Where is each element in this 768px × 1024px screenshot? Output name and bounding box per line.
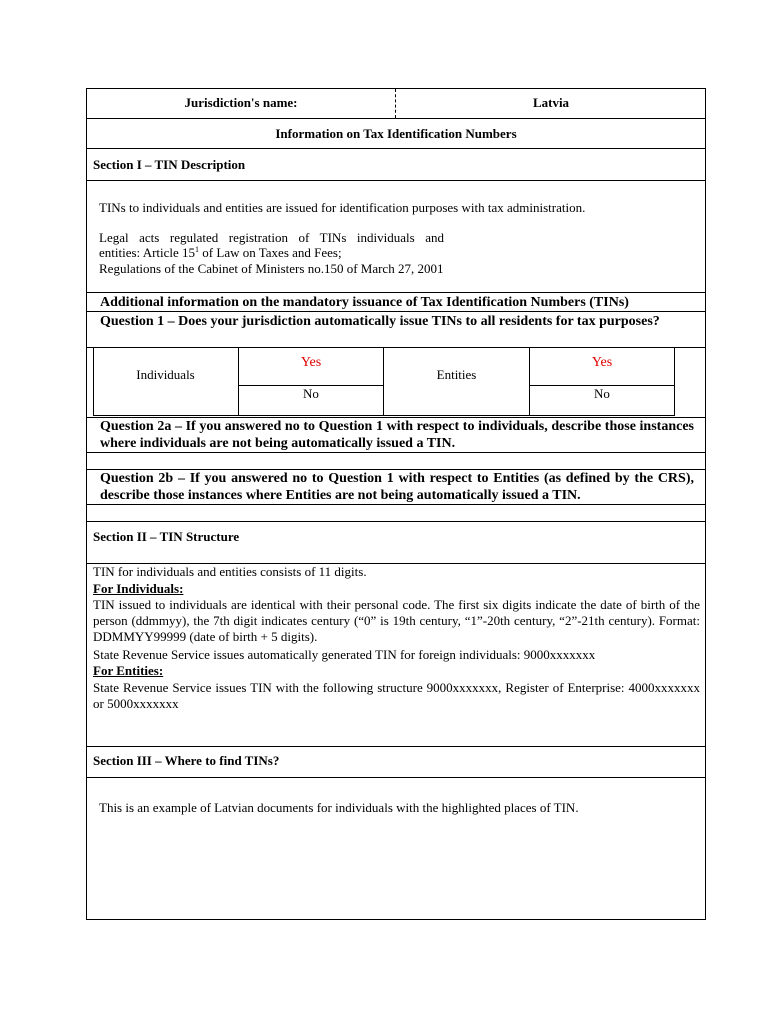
legal-line2-sup: 1 <box>195 245 200 254</box>
foreign-individuals-line: State Revenue Service issues automatically generated TIN for foreign individuals: 9000xxxxxxx <box>93 647 596 662</box>
form-title: Information on Tax Identification Numbers <box>275 126 517 141</box>
divider <box>86 180 706 181</box>
legal-line1: Legal acts regulated registration of TINs individuals and <box>99 230 444 245</box>
divider <box>86 452 706 453</box>
divider <box>86 521 706 522</box>
individuals-yes: Yes <box>300 355 322 370</box>
divider <box>86 777 706 778</box>
section3-text: This is an example of Latvian documents for individuals with the highlighted places of TIN. <box>99 800 579 815</box>
for-individuals-heading: For Individuals: <box>93 581 184 596</box>
entities-yes: Yes <box>591 355 613 370</box>
divider <box>86 746 706 747</box>
legal-line2 <box>99 245 342 261</box>
individuals-tin-text: TIN issued to individuals are identical with their personal code. The first six digits indicate the date of birth of the person (ddmmyy), the 7th digit indicates century (“0” is 19th century, “1”-20th century, “2”-21th century). Format: DDMMYY99999 (date of birth + 5 digits). <box>93 597 700 644</box>
divider <box>86 118 706 119</box>
question-1: Question 1 – Does your jurisdiction automatically issue TINs to all residents for tax purposes? <box>100 314 660 329</box>
section3-heading: Section III – Where to find TINs? <box>93 753 280 768</box>
divider <box>86 148 706 149</box>
divider <box>86 504 706 505</box>
divider <box>86 292 706 293</box>
divider <box>86 311 706 312</box>
individuals-label: Individuals <box>136 367 195 382</box>
section1-para1: TINs to individuals and entities are issued for identification purposes with tax administration. <box>99 200 586 215</box>
question-2b: Question 2b – If you answered no to Question 1 with respect to Entities (as defined by the CRS), describe those instances where Entities are not being automatically issued a TIN. <box>100 471 694 503</box>
jurisdiction-value: Latvia <box>532 95 570 110</box>
section2-heading: Section II – TIN Structure <box>93 529 240 544</box>
question-2a: Question 2a – If you answered no to Question 1 with respect to individuals, describe those instances where individuals are not being automatically issued a TIN. <box>100 419 694 451</box>
section1-heading: Section I – TIN Description <box>93 157 246 172</box>
legal-line2-b: of Law on Taxes and Fees; <box>199 245 342 260</box>
entities-label: Entities <box>436 367 477 382</box>
individuals-no: No <box>303 386 319 401</box>
for-entities-heading: For Entities: <box>93 663 164 678</box>
entities-no: No <box>594 386 610 401</box>
legal-line2-a: entities: Article 15 <box>99 245 196 260</box>
legal-line3: Regulations of the Cabinet of Ministers no.150 of March 27, 2001 <box>99 261 444 276</box>
entities-tin-text: State Revenue Service issues TIN with the following structure 9000xxxxxxx, Register of Enterprise: 4000xxxxxxx or 5000xxxxxxx <box>93 680 700 711</box>
jurisdiction-label: Jurisdiction's name: <box>184 95 298 110</box>
additional-heading: Additional information on the mandatory issuance of Tax Identification Numbers (TINs) <box>100 295 629 310</box>
section2-line1: TIN for individuals and entities consists of 11 digits. <box>93 564 367 579</box>
